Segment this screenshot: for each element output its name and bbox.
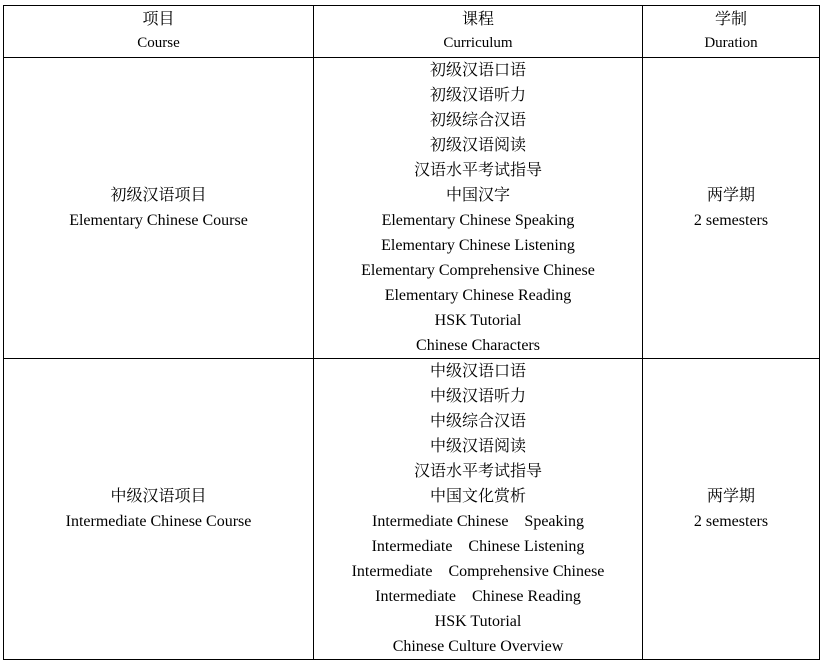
curriculum-item: Chinese Characters — [416, 337, 540, 354]
course-name-en: Elementary Chinese Course — [69, 212, 248, 229]
duration-en: 2 semesters — [693, 212, 769, 229]
course-name-en: Intermediate Chinese Course — [65, 513, 252, 530]
header-curriculum — [314, 6, 643, 58]
course-cell-intermediate — [4, 359, 314, 660]
duration-cell-intermediate — [643, 359, 820, 660]
header-curriculum-zh: 课程 — [461, 10, 494, 28]
curriculum-item: 中级综合汉语 — [429, 413, 526, 430]
course-name-zh: 中级汉语项目 — [110, 488, 207, 505]
curriculum-item: Elementary Chinese Listening — [381, 237, 575, 254]
curriculum-item: Elementary Comprehensive Chinese — [361, 262, 595, 279]
header-course-zh: 项目 — [142, 10, 175, 28]
course-table — [3, 5, 820, 660]
duration-en: 2 semesters — [693, 513, 769, 530]
header-curriculum-en: Curriculum — [443, 34, 513, 51]
table-row-elementary — [4, 58, 820, 359]
curriculum-item: 中国文化赏析 — [429, 488, 526, 505]
curriculum-item: 中级汉语口语 — [429, 363, 526, 380]
curriculum-item: Intermediate Chinese Listening — [371, 538, 585, 555]
curriculum-item: 初级汉语听力 — [429, 87, 526, 104]
curriculum-list — [314, 58, 642, 358]
header-course-en: Course — [137, 34, 180, 51]
curriculum-item: 初级汉语阅读 — [429, 137, 526, 154]
header-course — [4, 6, 314, 58]
course-cell-elementary — [4, 58, 314, 359]
curriculum-item: 汉语水平考试指导 — [413, 162, 542, 179]
curriculum-item: HSK Tutorial — [434, 613, 522, 630]
curriculum-item: 中级汉语阅读 — [429, 438, 526, 455]
curriculum-item: HSK Tutorial — [434, 312, 522, 329]
curriculum-cell-intermediate — [314, 359, 643, 660]
header-duration — [643, 6, 820, 58]
curriculum-item: Intermediate Comprehensive Chinese — [351, 563, 605, 580]
header-duration-en: Duration — [704, 34, 758, 51]
table-row-intermediate — [4, 359, 820, 660]
curriculum-item: Intermediate Chinese Speaking — [372, 513, 584, 530]
curriculum-item: 汉语水平考试指导 — [413, 463, 542, 480]
duration-zh: 两学期 — [706, 187, 755, 204]
curriculum-item: 中级汉语听力 — [429, 388, 526, 405]
curriculum-item: 初级汉语口语 — [429, 62, 526, 79]
course-name-zh: 初级汉语项目 — [110, 187, 207, 204]
header-row — [4, 6, 820, 58]
curriculum-item: Chinese Culture Overview — [392, 638, 564, 655]
curriculum-item: Elementary Chinese Reading — [384, 287, 572, 304]
curriculum-item: Elementary Chinese Speaking — [381, 212, 575, 229]
curriculum-item: Intermediate Chinese Reading — [375, 588, 581, 605]
header-duration-zh: 学制 — [714, 10, 747, 28]
duration-zh: 两学期 — [706, 488, 755, 505]
duration-cell-elementary — [643, 58, 820, 359]
curriculum-cell-elementary — [314, 58, 643, 359]
curriculum-list — [314, 359, 642, 659]
curriculum-item: 中国汉字 — [445, 187, 510, 204]
curriculum-item: 初级综合汉语 — [429, 112, 526, 129]
